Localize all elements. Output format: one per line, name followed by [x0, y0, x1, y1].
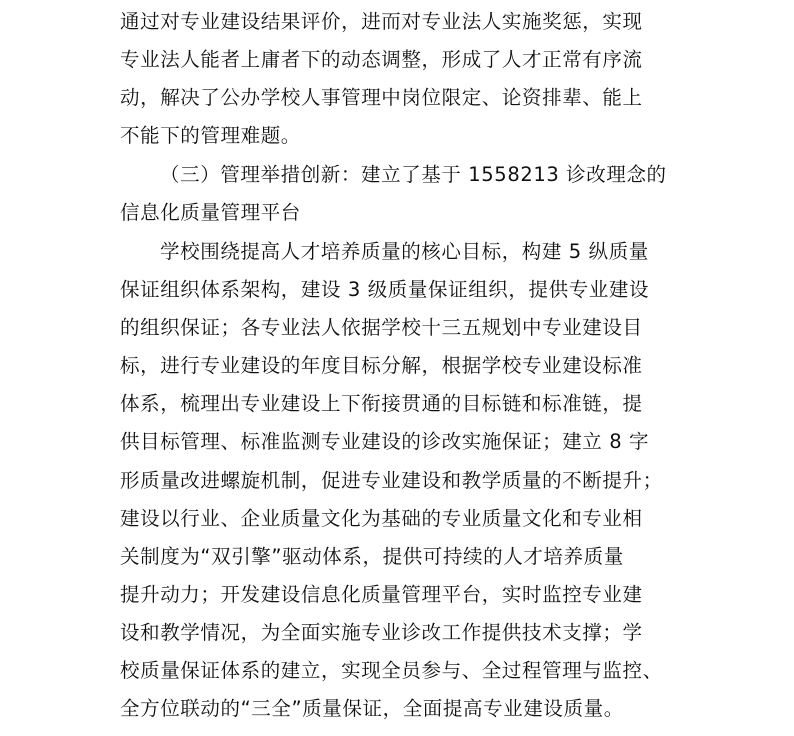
paragraph-2-line-8: 建设以行业、企业质量文化为基础的专业质量文化和专业相 [120, 507, 643, 530]
paragraph-2-line-4: 标，进行专业建设的年度目标分解，根据学校专业建设标准 [120, 354, 643, 377]
paragraph-2-line-7: 形质量改进螺旋机制，促进专业建设和教学质量的不断提升； [120, 469, 663, 492]
paragraph-1-line-2: 专业法人能者上庸者下的动态调整，形成了人才正常有序流 [120, 48, 643, 71]
paragraph-2-line-5: 体系，梳理出专业建设上下衔接贯通的目标链和标准链，提 [120, 392, 643, 415]
paragraph-2-line-13: 全方位联动的“三全”质量保证，全面提高专业建设质量。 [120, 697, 624, 720]
paragraph-2-line-1: 学校围绕提高人才培养质量的核心目标，构建 5 纵质量 [160, 240, 649, 263]
section-heading-line-2: 信息化质量管理平台 [120, 201, 301, 224]
paragraph-1-line-4: 不能下的管理难题。 [120, 124, 301, 147]
paragraph-2-line-12: 校质量保证体系的建立，实现全员参与、全过程管理与监控、 [120, 659, 663, 682]
paragraph-2-line-9: 关制度为“双引擎”驱动体系，提供可持续的人才培养质量 [120, 545, 624, 568]
paragraph-1-line-1: 通过对专业建设结果评价，进而对专业法人实施奖惩，实现 [120, 10, 643, 33]
paragraph-2-line-6: 供目标管理、标准监测专业建设的诊改实施保证；建立 8 字 [120, 430, 650, 453]
section-heading-line-1: （三）管理举措创新：建立了基于 1558213 诊改理念的 [160, 163, 667, 186]
paragraph-2-line-10: 提升动力；开发建设信息化质量管理平台，实时监控专业建 [120, 583, 643, 606]
paragraph-2-line-3: 的组织保证；各专业法人依据学校十三五规划中专业建设目 [120, 316, 643, 339]
paragraph-2-line-11: 设和教学情况，为全面实施专业诊改工作提供技术支撑；学 [120, 621, 643, 644]
paragraph-2-line-2: 保证组织体系架构，建设 3 级质量保证组织，提供专业建设 [120, 278, 650, 301]
paragraph-1-line-3: 动，解决了公办学校人事管理中岗位限定、论资排辈、能上 [120, 86, 643, 109]
